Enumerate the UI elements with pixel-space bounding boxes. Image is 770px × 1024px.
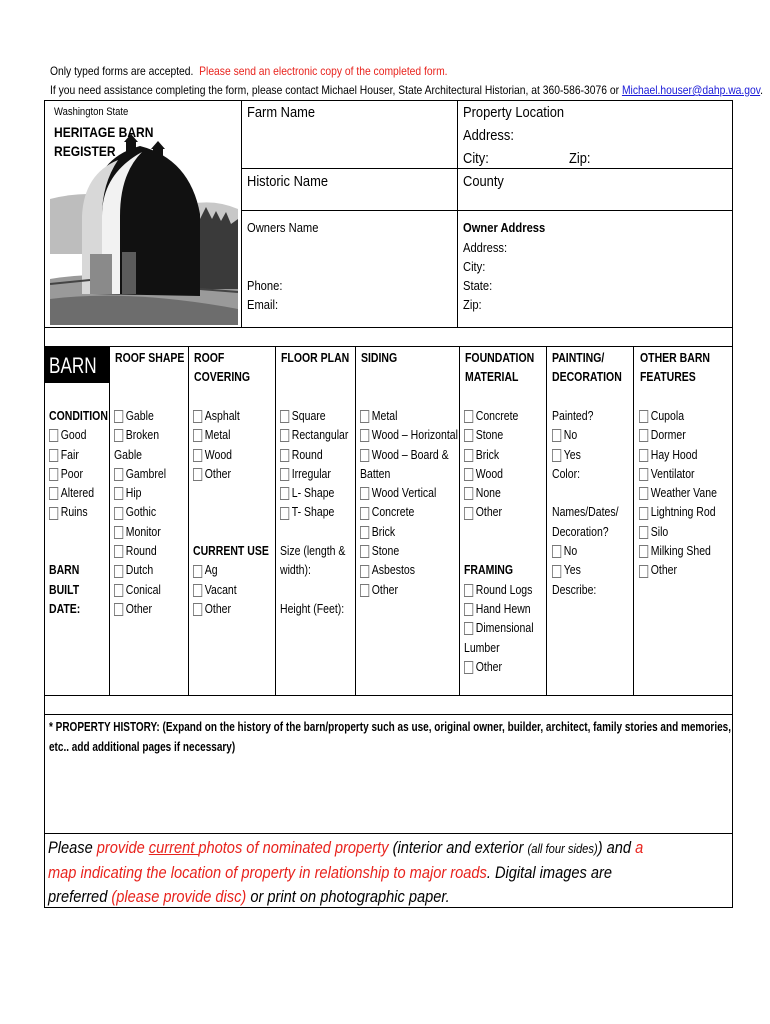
- checkbox[interactable]: [552, 429, 561, 442]
- roof-other[interactable]: Other: [114, 600, 166, 619]
- checkbox[interactable]: [360, 429, 369, 442]
- owner-address-label: Owner Address: [463, 220, 546, 235]
- divider-logo: [241, 100, 242, 327]
- condition-good[interactable]: Good: [49, 426, 108, 445]
- checkbox[interactable]: [49, 468, 58, 481]
- roof-dutch[interactable]: Dutch: [114, 561, 166, 580]
- divider-location-county: [457, 168, 733, 169]
- floor-plan-column: [280, 407, 348, 619]
- condition-column: [49, 407, 108, 619]
- roof-covering-header: ROOF COVERING: [194, 351, 251, 384]
- barn-built-label-3: DATE:: [49, 601, 81, 616]
- feature-other[interactable]: Other: [639, 561, 717, 580]
- col-sep-3: [275, 346, 276, 696]
- barn-built-label-2: BUILT: [49, 582, 80, 597]
- col-sep-2: [188, 346, 189, 696]
- other-features-header: OTHER BARN FEATURES: [640, 351, 711, 384]
- checkbox[interactable]: [114, 429, 123, 442]
- roof-gable[interactable]: Gable: [114, 407, 166, 426]
- checkbox[interactable]: [639, 565, 648, 578]
- property-history-line-2: etc.. add additional pages if necessary): [49, 740, 236, 754]
- logo-line-3: REGISTER: [54, 143, 116, 159]
- siding-header: SIDING: [361, 351, 398, 365]
- decoration-no[interactable]: No: [552, 542, 619, 561]
- divider-owner: [241, 210, 733, 211]
- roof-shape-header: ROOF SHAPE: [115, 351, 185, 365]
- floor-rectangular[interactable]: Rectangular: [280, 426, 348, 445]
- siding-metal[interactable]: Metal: [360, 407, 458, 426]
- painted-label: Painted?: [552, 409, 594, 423]
- siding-concrete[interactable]: Concrete: [360, 503, 458, 522]
- use-vacant[interactable]: Vacant: [193, 581, 269, 600]
- condition-altered[interactable]: Altered: [49, 484, 108, 503]
- address-label: Address:: [463, 127, 514, 144]
- roof-gambrel[interactable]: Gambrel: [114, 465, 166, 484]
- checkbox[interactable]: [464, 429, 473, 442]
- height-label: Height (Feet):: [280, 601, 345, 616]
- size-label-2: width):: [280, 563, 311, 578]
- phone-label: Phone:: [247, 278, 283, 293]
- logo-line-2: HERITAGE BARN: [54, 124, 154, 140]
- siding-brick[interactable]: Brick: [360, 523, 458, 542]
- checkbox[interactable]: [114, 487, 123, 500]
- checkbox[interactable]: [464, 603, 473, 616]
- divider-farm-historic: [241, 168, 457, 169]
- barn-built-label-1: BARN: [49, 563, 80, 578]
- checkbox[interactable]: [464, 410, 473, 423]
- framing-round-logs[interactable]: Round Logs: [464, 581, 534, 600]
- floor-t-shape[interactable]: T- Shape: [280, 503, 348, 522]
- checkbox[interactable]: [464, 487, 473, 500]
- color-label: Color:: [552, 466, 581, 481]
- checkbox[interactable]: [360, 449, 369, 462]
- floor-plan-header: FLOOR PLAN: [281, 351, 350, 365]
- checkbox[interactable]: [280, 429, 289, 442]
- checkbox[interactable]: [114, 410, 123, 423]
- instructions-line-2: If you need assistance completing the form, please contact Michael Houser, State Architectural Historian, at 360-586-3076 or Michael.houser@dahp.wa.gov.: [50, 83, 764, 97]
- checkbox[interactable]: [280, 410, 289, 423]
- checkbox[interactable]: [639, 468, 648, 481]
- checkbox[interactable]: [280, 468, 289, 481]
- col-sep-6: [546, 346, 547, 696]
- owner-address-line: Address:: [463, 240, 508, 255]
- instructions-line-1: Only typed forms are accepted. Please send an electronic copy of the completed form.: [50, 64, 448, 78]
- roof-hip[interactable]: Hip: [114, 484, 166, 503]
- checkbox[interactable]: [193, 449, 202, 462]
- foundation-concrete[interactable]: Concrete: [464, 407, 534, 426]
- siding-stone[interactable]: Stone: [360, 542, 458, 561]
- condition-poor[interactable]: Poor: [49, 465, 108, 484]
- framing-dimensional[interactable]: Dimensional: [464, 619, 534, 638]
- barn-header: BARN: [49, 353, 97, 378]
- checkbox[interactable]: [49, 487, 58, 500]
- checkbox[interactable]: [360, 487, 369, 500]
- floor-round[interactable]: Round: [280, 446, 348, 465]
- county-label: County: [463, 173, 504, 190]
- foundation-stone[interactable]: Stone: [464, 426, 534, 445]
- checkbox[interactable]: [552, 565, 561, 578]
- checkbox[interactable]: [280, 449, 289, 462]
- feature-milking-shed[interactable]: Milking Shed: [639, 542, 717, 561]
- zip-label: Zip:: [569, 150, 591, 167]
- siding-board-batten[interactable]: Wood – Board &: [360, 446, 458, 465]
- siding-board-batten-cont: Batten: [360, 466, 391, 481]
- checkbox[interactable]: [360, 410, 369, 423]
- city-label: City:: [463, 150, 489, 167]
- siding-column: [360, 407, 458, 600]
- divider-location: [457, 100, 458, 327]
- contact-email-link[interactable]: Michael.houser@dahp.wa.gov: [621, 83, 761, 97]
- framing-lumber-cont: Lumber: [464, 640, 500, 655]
- feature-lightning-rod[interactable]: Lightning Rod: [639, 503, 717, 522]
- roof-shape-column: [114, 407, 166, 619]
- checkbox[interactable]: [360, 584, 369, 597]
- feature-weather-vane[interactable]: Weather Vane: [639, 484, 717, 503]
- form-border-left: [44, 100, 45, 908]
- foundation-brick[interactable]: Brick: [464, 446, 534, 465]
- col-sep-1: [109, 346, 110, 696]
- covering-metal[interactable]: Metal: [193, 426, 269, 445]
- painting-column: [552, 407, 619, 600]
- foundation-other[interactable]: Other: [464, 503, 534, 522]
- checkbox[interactable]: [193, 429, 202, 442]
- checkbox[interactable]: [639, 487, 648, 500]
- col-sep-4: [355, 346, 356, 696]
- siding-wood-horizontal[interactable]: Wood – Horizontal: [360, 426, 458, 445]
- covering-other[interactable]: Other: [193, 465, 269, 484]
- painted-yes[interactable]: Yes: [552, 446, 619, 465]
- floor-irregular[interactable]: Irregular: [280, 465, 348, 484]
- foundation-column: [464, 407, 534, 677]
- logo-line-1: Washington State: [54, 106, 129, 118]
- farm-name-label: Farm Name: [247, 104, 316, 121]
- checkbox[interactable]: [193, 468, 202, 481]
- checkbox[interactable]: [639, 410, 648, 423]
- use-ag[interactable]: Ag: [193, 561, 269, 580]
- checkbox[interactable]: [49, 507, 58, 520]
- size-label-1: Size (length &: [280, 544, 346, 559]
- checkbox[interactable]: [114, 603, 123, 616]
- checkbox[interactable]: [280, 507, 289, 520]
- feature-silo[interactable]: Silo: [639, 523, 717, 542]
- roof-round[interactable]: Round: [114, 542, 166, 561]
- names-label-1: Names/Dates/: [552, 505, 619, 520]
- decoration-yes[interactable]: Yes: [552, 561, 619, 580]
- roof-monitor[interactable]: Monitor: [114, 523, 166, 542]
- checkbox[interactable]: [360, 507, 369, 520]
- owners-name-label: Owners Name: [247, 220, 319, 235]
- feature-hay-hood[interactable]: Hay Hood: [639, 446, 717, 465]
- painted-no[interactable]: No: [552, 426, 619, 445]
- historic-name-label: Historic Name: [247, 173, 329, 190]
- siding-asbestos[interactable]: Asbestos: [360, 561, 458, 580]
- framing-hand-hewn[interactable]: Hand Hewn: [464, 600, 534, 619]
- owner-city: City:: [463, 259, 486, 274]
- checkbox[interactable]: [114, 584, 123, 597]
- form-border-top: [44, 100, 733, 101]
- floor-l-shape[interactable]: L- Shape: [280, 484, 348, 503]
- covering-asphalt[interactable]: Asphalt: [193, 407, 269, 426]
- col-sep-7: [633, 346, 634, 696]
- checkbox[interactable]: [639, 449, 648, 462]
- divider-history-bottom: [44, 833, 733, 834]
- checkbox[interactable]: [464, 468, 473, 481]
- roof-broken-gable[interactable]: Broken: [114, 426, 166, 445]
- checkbox[interactable]: [639, 507, 648, 520]
- painting-header: PAINTING/ DECORATION: [552, 351, 622, 384]
- barn-header-cell: [45, 347, 109, 383]
- checkbox[interactable]: [114, 545, 123, 558]
- checkbox[interactable]: [360, 565, 369, 578]
- current-use-title: CURRENT USE: [193, 544, 269, 559]
- checkbox[interactable]: [114, 507, 123, 520]
- checkbox[interactable]: [639, 545, 648, 558]
- foundation-none[interactable]: None: [464, 484, 534, 503]
- describe-label: Describe:: [552, 582, 597, 597]
- checkbox[interactable]: [193, 410, 202, 423]
- checkbox[interactable]: [552, 545, 561, 558]
- covering-wood[interactable]: Wood: [193, 446, 269, 465]
- checkbox[interactable]: [114, 526, 123, 539]
- heritage-barn-logo: [50, 104, 238, 325]
- property-location-label: Property Location: [463, 104, 565, 121]
- checkbox[interactable]: [464, 584, 473, 597]
- photo-instructions: Please provide current photos of nominated property (interior and exterior (all four sides)) and a map indicating the location of property in relationship to major roads. Digital images are preferred (please provide disc) or print on photographic paper.: [48, 838, 644, 906]
- owner-state: State:: [463, 278, 493, 293]
- checkbox[interactable]: [193, 603, 202, 616]
- checkbox[interactable]: [49, 449, 58, 462]
- checkbox[interactable]: [360, 545, 369, 558]
- divider-columns-bottom: [44, 695, 733, 696]
- floor-square[interactable]: Square: [280, 407, 348, 426]
- condition-ruins[interactable]: Ruins: [49, 503, 108, 522]
- roof-covering-column: [193, 407, 269, 619]
- checkbox[interactable]: [464, 622, 473, 635]
- owner-zip: Zip:: [463, 297, 482, 312]
- framing-other[interactable]: Other: [464, 658, 534, 677]
- checkbox[interactable]: [639, 526, 648, 539]
- checkbox[interactable]: [193, 565, 202, 578]
- divider-top-section: [44, 327, 733, 328]
- siding-wood-vertical[interactable]: Wood Vertical: [360, 484, 458, 503]
- checkbox[interactable]: [464, 449, 473, 462]
- checkbox[interactable]: [280, 487, 289, 500]
- checkbox[interactable]: [464, 661, 473, 674]
- roof-conical[interactable]: Conical: [114, 581, 166, 600]
- email-label: Email:: [247, 297, 279, 312]
- roof-broken-gable-cont: Gable: [114, 447, 143, 462]
- checkbox[interactable]: [193, 584, 202, 597]
- condition-title: CONDITION: [49, 409, 108, 423]
- col-sep-5: [459, 346, 460, 696]
- foundation-wood[interactable]: Wood: [464, 465, 534, 484]
- checkbox[interactable]: [114, 565, 123, 578]
- condition-fair[interactable]: Fair: [49, 446, 108, 465]
- property-history-line-1: * PROPERTY HISTORY: (Expand on the history of the barn/property such as use, original owner, builder, architect, family stories and memories,: [49, 720, 732, 734]
- divider-columns-top: [44, 346, 733, 347]
- checkbox[interactable]: [49, 429, 58, 442]
- feature-cupola[interactable]: Cupola: [639, 407, 717, 426]
- framing-title: FRAMING: [464, 563, 513, 578]
- siding-other[interactable]: Other: [360, 581, 458, 600]
- checkbox[interactable]: [552, 449, 561, 462]
- feature-dormer[interactable]: Dormer: [639, 426, 717, 445]
- other-features-column: [639, 407, 717, 581]
- feature-ventilator[interactable]: Ventilator: [639, 465, 717, 484]
- divider-history-top: [44, 714, 733, 715]
- checkbox[interactable]: [639, 429, 648, 442]
- checkbox[interactable]: [114, 468, 123, 481]
- checkbox[interactable]: [360, 526, 369, 539]
- names-label-2: Decoration?: [552, 524, 609, 539]
- use-other[interactable]: Other: [193, 600, 269, 619]
- foundation-header: FOUNDATION MATERIAL: [465, 351, 535, 384]
- form-border-right: [732, 100, 733, 908]
- checkbox[interactable]: [464, 507, 473, 520]
- roof-gothic[interactable]: Gothic: [114, 503, 166, 522]
